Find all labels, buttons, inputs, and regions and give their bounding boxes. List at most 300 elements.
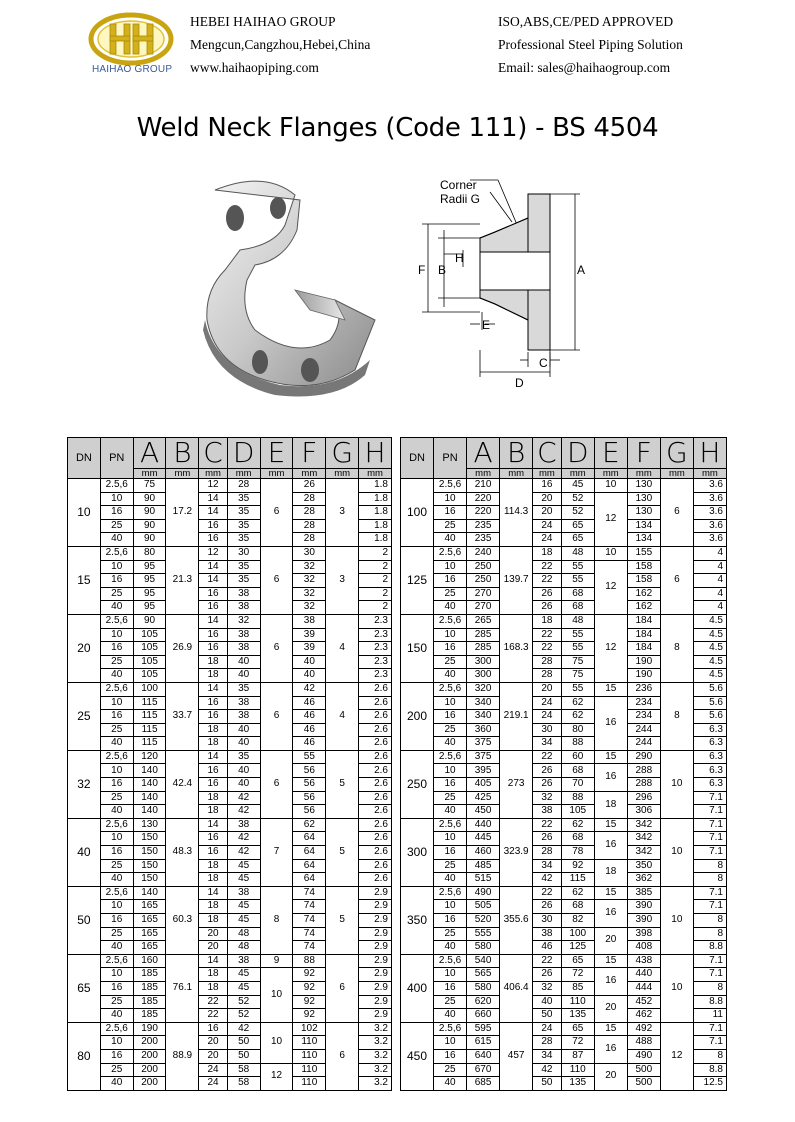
cell-h: 5.6	[693, 710, 726, 724]
cell-a: 140	[133, 805, 166, 819]
cell-pn: 2.5,6	[100, 886, 133, 900]
cell-h: 7.1	[693, 791, 726, 805]
cell-h: 8	[693, 1049, 726, 1063]
cell-h: 1.8	[359, 479, 392, 493]
dim-d-label: D	[515, 376, 524, 390]
cell-dn: 250	[401, 750, 434, 818]
table-row	[68, 479, 392, 493]
cell-c: 16	[199, 601, 227, 615]
cell-b: 88.9	[166, 1022, 199, 1090]
cell-c: 28	[533, 655, 562, 669]
cell-h: 2.6	[359, 805, 392, 819]
cell-h: 2	[359, 574, 392, 588]
cell-e: 16	[594, 696, 627, 750]
cell-h: 8.8	[693, 995, 726, 1009]
cell-d: 40	[227, 764, 260, 778]
cell-c: 50	[533, 1009, 562, 1023]
cell-f: 158	[627, 560, 660, 574]
cell-pn: 25	[100, 655, 133, 669]
cell-c: 18	[199, 655, 227, 669]
cell-a: 580	[467, 941, 500, 955]
cell-pn: 25	[434, 723, 467, 737]
cell-pn: 16	[100, 574, 133, 588]
unit-label: mm	[594, 469, 627, 479]
cell-d: 45	[227, 914, 260, 928]
cell-a: 185	[133, 981, 166, 995]
cell-a: 115	[133, 710, 166, 724]
cell-pn: 40	[434, 1077, 467, 1091]
cell-h: 8	[693, 981, 726, 995]
cell-h: 1.8	[359, 506, 392, 520]
company-name: HEBEI HAIHAO GROUP	[190, 14, 336, 29]
cell-c: 18	[533, 614, 562, 628]
cell-h: 4.5	[693, 628, 726, 642]
cell-c: 28	[533, 1036, 562, 1050]
cell-a: 250	[467, 560, 500, 574]
cell-h: 7.1	[693, 968, 726, 982]
cell-c: 32	[533, 791, 562, 805]
cell-a: 440	[467, 818, 500, 832]
cell-d: 135	[561, 1009, 594, 1023]
approvals: ISO,ABS,CE/PED APPROVED	[498, 14, 674, 29]
cell-h: 2.6	[359, 682, 392, 696]
cell-g: 6	[660, 546, 693, 614]
col-header-e: E	[594, 438, 627, 469]
cell-c: 20	[533, 682, 562, 696]
table-row	[68, 614, 392, 628]
cell-d: 80	[561, 723, 594, 737]
cell-h: 2.9	[359, 914, 392, 928]
cell-c: 14	[199, 614, 227, 628]
cell-c: 20	[199, 941, 227, 955]
cell-a: 250	[467, 574, 500, 588]
cell-f: 46	[293, 710, 326, 724]
cell-e: 10	[260, 1022, 293, 1063]
cell-c: 16	[199, 519, 227, 533]
cell-dn: 450	[401, 1022, 434, 1090]
table-row	[401, 614, 727, 628]
cell-a: 515	[467, 873, 500, 887]
cell-a: 270	[467, 587, 500, 601]
cell-a: 95	[133, 574, 166, 588]
cell-h: 2.9	[359, 954, 392, 968]
cell-c: 22	[533, 574, 562, 588]
cell-h: 2.6	[359, 737, 392, 751]
cell-a: 105	[133, 628, 166, 642]
cell-pn: 2.5,6	[434, 479, 467, 493]
cell-pn: 16	[100, 846, 133, 860]
cell-h: 3.2	[359, 1049, 392, 1063]
cell-a: 340	[467, 696, 500, 710]
cell-a: 300	[467, 669, 500, 683]
cell-h: 6.3	[693, 764, 726, 778]
table-row	[401, 546, 727, 560]
cell-f: 32	[293, 574, 326, 588]
cell-dn: 25	[68, 682, 101, 750]
cell-a: 490	[467, 886, 500, 900]
cell-d: 42	[227, 805, 260, 819]
cell-h: 2	[359, 546, 392, 560]
cell-e: 16	[594, 968, 627, 995]
cell-h: 7.1	[693, 900, 726, 914]
cell-f: 306	[627, 805, 660, 819]
cell-a: 220	[467, 492, 500, 506]
cell-d: 72	[561, 968, 594, 982]
cell-pn: 16	[434, 1049, 467, 1063]
unit-label: mm	[199, 469, 227, 479]
cell-b: 457	[500, 1022, 533, 1090]
cell-h: 4.5	[693, 614, 726, 628]
cell-d: 42	[227, 791, 260, 805]
col-header-e: E	[260, 438, 293, 469]
cell-d: 35	[227, 682, 260, 696]
cell-pn: 40	[100, 1009, 133, 1023]
cell-d: 40	[227, 737, 260, 751]
cell-c: 42	[533, 1063, 562, 1077]
cell-h: 4.5	[693, 669, 726, 683]
cell-a: 185	[133, 995, 166, 1009]
cell-c: 38	[533, 927, 562, 941]
cell-g: 8	[660, 614, 693, 682]
cell-f: 74	[293, 900, 326, 914]
cell-a: 105	[133, 642, 166, 656]
cell-a: 615	[467, 1036, 500, 1050]
cell-pn: 2.5,6	[100, 954, 133, 968]
cell-c: 24	[533, 1022, 562, 1036]
cell-f: 444	[627, 981, 660, 995]
cell-a: 80	[133, 546, 166, 560]
cell-e: 15	[594, 818, 627, 832]
cell-h: 12.5	[693, 1077, 726, 1091]
cell-a: 235	[467, 519, 500, 533]
cell-h: 3.2	[359, 1063, 392, 1077]
cell-h: 2.9	[359, 941, 392, 955]
cell-a: 265	[467, 614, 500, 628]
cell-d: 100	[561, 927, 594, 941]
cell-pn: 25	[100, 995, 133, 1009]
cell-d: 35	[227, 533, 260, 547]
cell-a: 190	[133, 1022, 166, 1036]
cell-c: 26	[533, 900, 562, 914]
cell-a: 445	[467, 832, 500, 846]
col-header-a: A	[467, 438, 500, 469]
cell-a: 130	[133, 818, 166, 832]
dimensions-table-right	[400, 437, 727, 1091]
cell-f: 190	[627, 655, 660, 669]
cell-h: 4.5	[693, 655, 726, 669]
cell-d: 135	[561, 1077, 594, 1091]
cell-f: 134	[627, 519, 660, 533]
cell-a: 90	[133, 506, 166, 520]
cell-e: 15	[594, 682, 627, 696]
cell-d: 42	[227, 846, 260, 860]
cell-f: 362	[627, 873, 660, 887]
cell-d: 115	[561, 873, 594, 887]
contact-email[interactable]: Email: sales@haihaogroup.com	[498, 60, 671, 75]
cell-dn: 32	[68, 750, 101, 818]
cell-c: 26	[533, 968, 562, 982]
cell-f: 28	[293, 492, 326, 506]
cell-d: 62	[561, 886, 594, 900]
cell-d: 88	[561, 737, 594, 751]
cell-c: 16	[199, 628, 227, 642]
cell-a: 150	[133, 873, 166, 887]
cell-a: 140	[133, 778, 166, 792]
col-header-c: C	[533, 438, 562, 469]
cell-d: 40	[227, 655, 260, 669]
cell-a: 540	[467, 954, 500, 968]
table-row	[68, 818, 392, 832]
unit-label: mm	[293, 469, 326, 479]
cell-f: 244	[627, 737, 660, 751]
cell-e: 16	[594, 1036, 627, 1063]
cell-f: 32	[293, 587, 326, 601]
cell-a: 505	[467, 900, 500, 914]
cell-a: 90	[133, 492, 166, 506]
cell-c: 16	[533, 479, 562, 493]
cell-pn: 10	[100, 492, 133, 506]
cell-f: 55	[293, 750, 326, 764]
unit-label: mm	[693, 469, 726, 479]
cell-g: 8	[660, 682, 693, 750]
cell-h: 5.6	[693, 696, 726, 710]
cell-pn: 25	[100, 927, 133, 941]
cell-pn: 25	[100, 587, 133, 601]
cell-c: 46	[533, 941, 562, 955]
cell-b: 355.6	[500, 886, 533, 954]
cell-e: 12	[260, 1063, 293, 1090]
cell-pn: 40	[100, 601, 133, 615]
cell-f: 130	[627, 479, 660, 493]
company-credentials	[498, 10, 683, 79]
cell-c: 14	[199, 574, 227, 588]
cell-h: 2.9	[359, 900, 392, 914]
cell-h: 8	[693, 873, 726, 887]
cell-h: 8.8	[693, 941, 726, 955]
logo-caption: HAIHAO GROUP	[92, 64, 173, 75]
cell-h: 3.6	[693, 506, 726, 520]
cell-a: 210	[467, 479, 500, 493]
cell-pn: 40	[100, 941, 133, 955]
cell-e: 15	[594, 750, 627, 764]
cell-h: 2.6	[359, 859, 392, 873]
cell-pn: 16	[100, 778, 133, 792]
cell-f: 32	[293, 560, 326, 574]
cell-g: 5	[326, 750, 359, 818]
cell-d: 40	[227, 778, 260, 792]
cell-h: 4.5	[693, 642, 726, 656]
cell-pn: 2.5,6	[100, 479, 133, 493]
cell-pn: 10	[100, 764, 133, 778]
cell-a: 395	[467, 764, 500, 778]
cell-a: 165	[133, 927, 166, 941]
cell-d: 32	[227, 614, 260, 628]
cell-d: 58	[227, 1077, 260, 1091]
cell-d: 38	[227, 954, 260, 968]
cell-h: 3.6	[693, 519, 726, 533]
cell-h: 2.9	[359, 995, 392, 1009]
cell-c: 22	[533, 560, 562, 574]
cell-c: 34	[533, 737, 562, 751]
cell-f: 342	[627, 846, 660, 860]
cell-c: 40	[533, 995, 562, 1009]
cell-a: 200	[133, 1036, 166, 1050]
cell-d: 55	[561, 574, 594, 588]
cell-d: 75	[561, 669, 594, 683]
cell-h: 2	[359, 587, 392, 601]
cell-pn: 16	[434, 846, 467, 860]
cell-d: 65	[561, 1022, 594, 1036]
cell-h: 4	[693, 560, 726, 574]
cell-c: 18	[199, 873, 227, 887]
cell-h: 2.9	[359, 927, 392, 941]
cell-c: 20	[199, 1036, 227, 1050]
company-website[interactable]: www.haihaopiping.com	[190, 60, 319, 75]
cell-pn: 25	[434, 791, 467, 805]
cell-a: 555	[467, 927, 500, 941]
cell-c: 16	[199, 1022, 227, 1036]
cell-e: 10	[594, 479, 627, 493]
unit-label: mm	[133, 469, 166, 479]
cell-pn: 25	[100, 519, 133, 533]
cell-d: 45	[227, 981, 260, 995]
cell-a: 270	[467, 601, 500, 615]
cell-pn: 16	[100, 710, 133, 724]
cell-f: 110	[293, 1049, 326, 1063]
cell-d: 38	[227, 587, 260, 601]
cell-h: 8	[693, 927, 726, 941]
cell-pn: 25	[434, 859, 467, 873]
cell-h: 1.8	[359, 533, 392, 547]
cell-e: 16	[594, 832, 627, 859]
cell-c: 24	[533, 519, 562, 533]
cell-pn: 10	[434, 900, 467, 914]
cell-g: 3	[326, 546, 359, 614]
cell-b: 21.3	[166, 546, 199, 614]
cell-f: 385	[627, 886, 660, 900]
cell-pn: 40	[100, 737, 133, 751]
cell-f: 56	[293, 791, 326, 805]
cell-c: 16	[199, 846, 227, 860]
cell-c: 22	[533, 954, 562, 968]
cell-pn: 16	[434, 981, 467, 995]
cell-pn: 2.5,6	[434, 614, 467, 628]
cell-h: 3.2	[359, 1077, 392, 1091]
cell-pn: 25	[434, 655, 467, 669]
cell-f: 92	[293, 1009, 326, 1023]
cell-d: 68	[561, 587, 594, 601]
col-header-c: C	[199, 438, 227, 469]
cell-a: 95	[133, 587, 166, 601]
cell-d: 42	[227, 1022, 260, 1036]
cell-g: 10	[660, 886, 693, 954]
cell-d: 60	[561, 750, 594, 764]
cell-e: 12	[594, 492, 627, 546]
cell-f: 38	[293, 614, 326, 628]
cell-b: 114.3	[500, 479, 533, 547]
table-row	[68, 546, 392, 560]
cell-c: 14	[199, 560, 227, 574]
cell-c: 28	[533, 669, 562, 683]
cell-dn: 200	[401, 682, 434, 750]
cell-h: 3.6	[693, 533, 726, 547]
cell-a: 140	[133, 886, 166, 900]
cell-d: 55	[561, 642, 594, 656]
cell-d: 38	[227, 642, 260, 656]
cell-h: 2.9	[359, 981, 392, 995]
cell-pn: 40	[434, 1009, 467, 1023]
col-header-h: H	[359, 438, 392, 469]
cell-b: 26.9	[166, 614, 199, 682]
cell-f: 296	[627, 791, 660, 805]
cell-c: 24	[533, 710, 562, 724]
cell-f: 500	[627, 1063, 660, 1077]
cell-c: 18	[199, 791, 227, 805]
cell-f: 74	[293, 914, 326, 928]
cell-e: 15	[594, 954, 627, 968]
cell-d: 68	[561, 832, 594, 846]
cell-c: 24	[533, 533, 562, 547]
cell-c: 30	[533, 914, 562, 928]
cell-h: 8	[693, 859, 726, 873]
cell-pn: 16	[434, 710, 467, 724]
cell-a: 105	[133, 655, 166, 669]
cell-h: 2	[359, 601, 392, 615]
cell-a: 375	[467, 737, 500, 751]
cell-d: 45	[227, 900, 260, 914]
cell-pn: 10	[434, 696, 467, 710]
cell-g: 10	[660, 954, 693, 1022]
cell-a: 580	[467, 981, 500, 995]
cell-f: 190	[627, 669, 660, 683]
cell-b: 33.7	[166, 682, 199, 750]
cell-pn: 16	[100, 1049, 133, 1063]
table-row	[68, 1022, 392, 1036]
cell-c: 26	[533, 601, 562, 615]
cell-pn: 25	[100, 791, 133, 805]
unit-label: mm	[260, 469, 293, 479]
cell-pn: 10	[434, 492, 467, 506]
cell-f: 184	[627, 642, 660, 656]
cell-d: 40	[227, 669, 260, 683]
cell-d: 55	[561, 628, 594, 642]
cell-dn: 125	[401, 546, 434, 614]
cell-g: 4	[326, 682, 359, 750]
cell-c: 14	[199, 506, 227, 520]
cell-h: 2.9	[359, 1009, 392, 1023]
cell-d: 52	[227, 1009, 260, 1023]
cell-e: 8	[260, 886, 293, 954]
cell-g: 5	[326, 818, 359, 886]
col-header-d: D	[561, 438, 594, 469]
cell-d: 38	[227, 886, 260, 900]
table-row	[401, 750, 727, 764]
cell-e: 9	[260, 954, 293, 968]
cell-d: 58	[227, 1063, 260, 1077]
cell-e: 15	[594, 1022, 627, 1036]
cell-pn: 40	[100, 873, 133, 887]
cell-h: 3.6	[693, 479, 726, 493]
cell-pn: 2.5,6	[100, 682, 133, 696]
cell-c: 20	[199, 927, 227, 941]
cell-dn: 300	[401, 818, 434, 886]
cell-e: 6	[260, 546, 293, 614]
cell-c: 14	[199, 954, 227, 968]
cell-pn: 25	[434, 519, 467, 533]
cell-pn: 40	[100, 669, 133, 683]
cell-h: 3.2	[359, 1022, 392, 1036]
cell-f: 488	[627, 1036, 660, 1050]
